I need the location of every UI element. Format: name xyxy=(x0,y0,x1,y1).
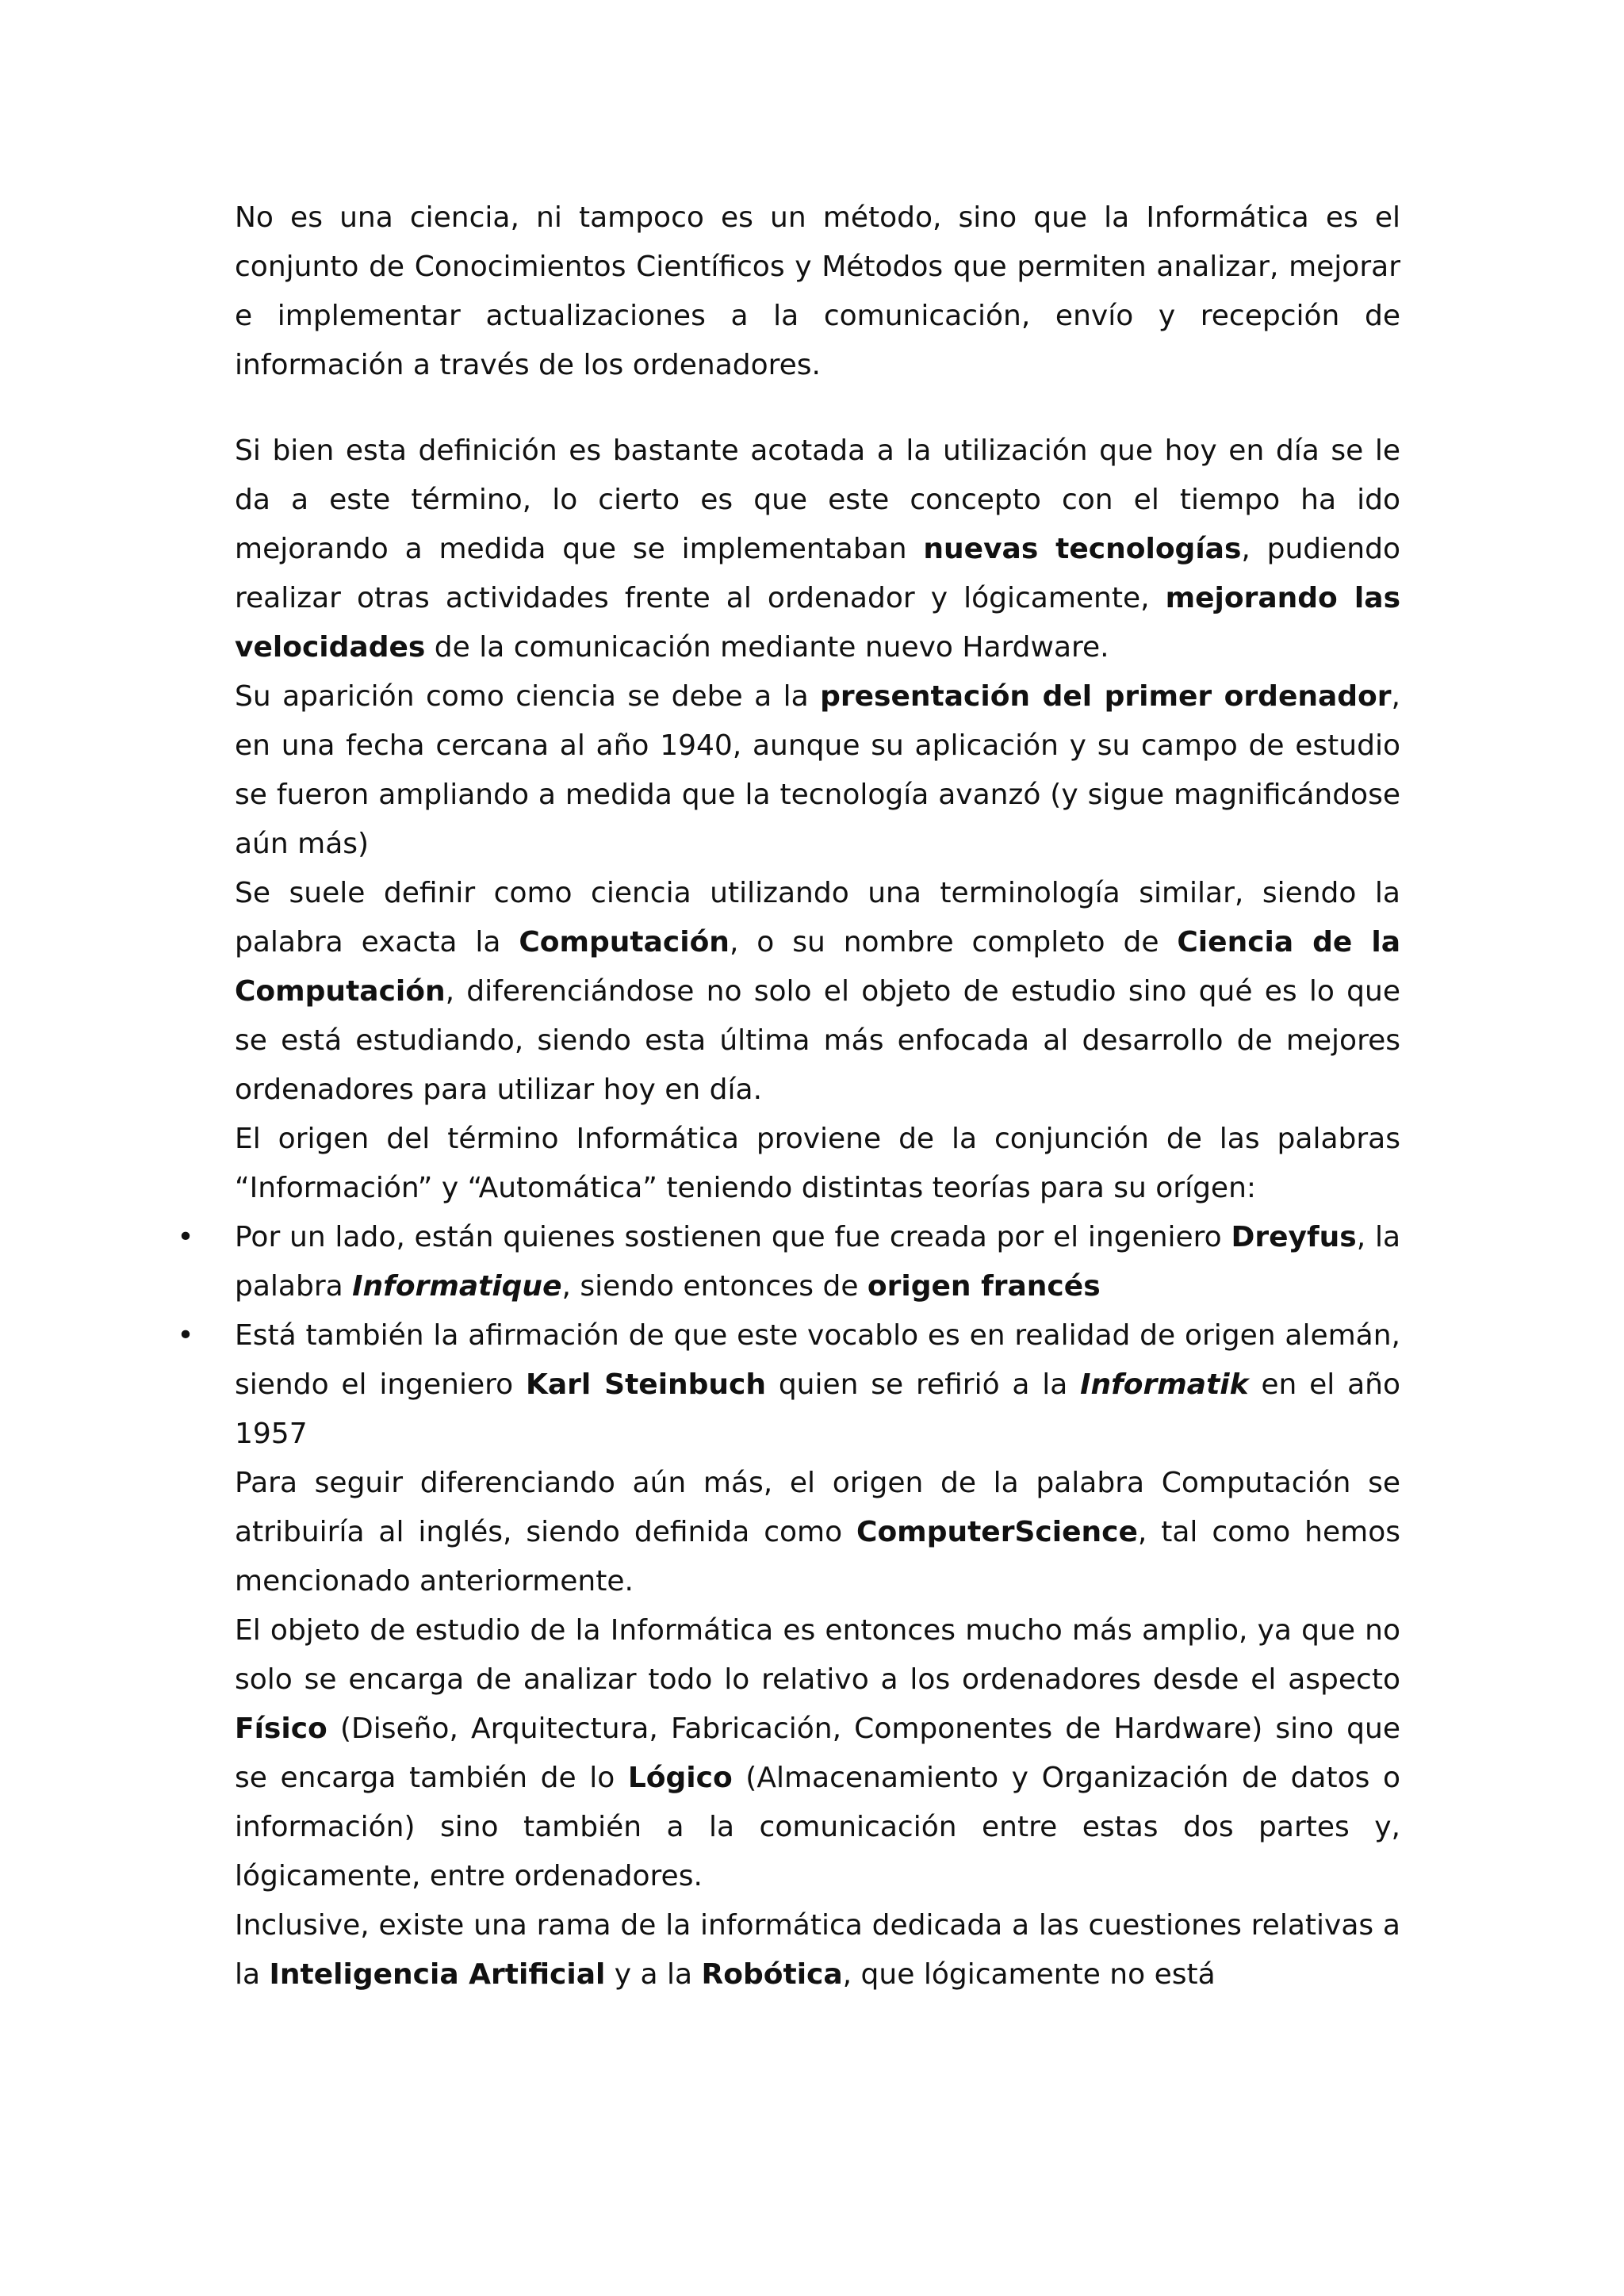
bold-term-origen-frances: origen francés xyxy=(867,1270,1101,1303)
paragraph-term-origin: El origen del término Informática proviene de la conjunción de las palabras “Información” y “Automática” teniendo distintas teorías para su orígen: xyxy=(235,1123,1400,1204)
list-item xyxy=(177,1213,1401,1311)
bullet-icon: • xyxy=(177,1319,194,1352)
text-run: de la comunicación mediante nuevo Hardware. xyxy=(425,631,1109,664)
text-run: , pudiendo realizar otras actividades frente al ordenador y lógicamente, xyxy=(235,533,1401,614)
text-run: , la palabra xyxy=(235,1221,1401,1303)
bold-term-computacion: Computación xyxy=(519,926,730,959)
text-run: , que lógicamente no está xyxy=(842,1958,1216,1991)
text-run: Para seguir diferenciando aún más, el origen de la palabra Computación se atribuiría al inglés, siendo definida como xyxy=(235,1467,1400,1548)
bold-term-karl-steinbuch: Karl Steinbuch xyxy=(525,1368,767,1401)
paragraph-evolution xyxy=(235,427,1400,672)
paragraph-ai-robotics xyxy=(235,1901,1400,1999)
text-run: , o su nombre completo de xyxy=(729,926,1178,959)
bold-term-ciencia-computacion: Ciencia de la Computación xyxy=(235,926,1400,1008)
text-run: quien se refirió a la xyxy=(766,1368,1081,1401)
text-run: , tal como hemos mencionado anteriormente. xyxy=(235,1516,1400,1598)
text-run: , siendo entonces de xyxy=(561,1270,868,1303)
bold-term-dreyfus: Dreyfus xyxy=(1231,1221,1357,1253)
text-run: El objeto de estudio de la Informática es entonces mucho más amplio, ya que no solo se encarga de analizar todo lo relativo a los ordenadores desde el aspecto xyxy=(235,1614,1400,1696)
text-run: , en una fecha cercana al año 1940, aunque su aplicación y su campo de estudio se fueron ampliando a medida que la tecnología avanzó (y sigue magnificándose aún más) xyxy=(235,680,1400,860)
paragraph-study-object xyxy=(235,1606,1400,1901)
bold-term-fisico: Físico xyxy=(235,1712,327,1745)
bold-term-primer-ordenador: presentación del primer ordenador xyxy=(820,680,1392,713)
bold-term-logico: Lógico xyxy=(627,1762,733,1794)
text-run: (Almacenamiento y Organización de datos o información) sino también a la comunicación entre estas dos partes y, lógicamente, entre ordenadores. xyxy=(235,1762,1400,1892)
bullet-icon: • xyxy=(177,1221,194,1253)
text-run: , diferenciándose no solo el objeto de estudio sino qué es lo que se está estudiando, siendo esta última más enfocada al desarrollo de mejores ordenadores para utilizar hoy en día. xyxy=(235,975,1400,1106)
paragraph-definition: No es una ciencia, ni tampoco es un método, sino que la Informática es el conjunto de Conocimientos Científicos y Métodos que permiten analizar, mejorar e implementar actualizaciones a la comunicación, envío y recepción de información a través de los ordenadores. xyxy=(235,201,1400,381)
bold-italic-term-informatique: Informatique xyxy=(352,1270,562,1303)
text-run: Si bien esta definición es bastante acotada a la utilización que hoy en día se le da a este término, lo cierto es que este concepto con el tiempo ha ido mejorando a medida que se implementaban xyxy=(235,434,1400,565)
text-run: y a la xyxy=(605,1958,702,1991)
bold-italic-term-informatik: Informatik xyxy=(1080,1368,1249,1401)
paragraph-origin-science xyxy=(235,672,1400,869)
text-run: Por un lado, están quienes sostienen que fue creada por el ingeniero xyxy=(235,1221,1231,1253)
list-item xyxy=(177,1311,1400,1459)
text-run: (Diseño, Arquitectura, Fabricación, Componentes de Hardware) sino que se encarga también de lo xyxy=(235,1712,1400,1794)
bold-term-nuevas-tecnologias: nuevas tecnologías xyxy=(923,533,1242,565)
paragraph-computer-science xyxy=(235,1459,1400,1606)
text-run: Se suele definir como ciencia utilizando una terminología similar, siendo la palabra exacta la xyxy=(235,877,1400,959)
bold-term-robotica: Robótica xyxy=(701,1958,843,1991)
text-run: Su aparición como ciencia se debe a la xyxy=(235,680,821,713)
bold-term-inteligencia-artificial: Inteligencia Artificial xyxy=(269,1958,606,1991)
text-run: Inclusive, existe una rama de la informática dedicada a las cuestiones relativas a la xyxy=(235,1909,1400,1991)
bold-term-mejorando-velocidades: mejorando las velocidades xyxy=(235,582,1400,664)
text-run: Está también la afirmación de que este vocablo es en realidad de origen alemán, siendo el ingeniero xyxy=(235,1319,1400,1401)
bold-term-computerscience: ComputerScience xyxy=(856,1516,1138,1548)
origin-theories-list xyxy=(177,1213,1401,1459)
text-run: en el año 1957 xyxy=(235,1368,1400,1450)
paragraph-computacion xyxy=(235,869,1400,1115)
document-body xyxy=(177,193,1401,1999)
